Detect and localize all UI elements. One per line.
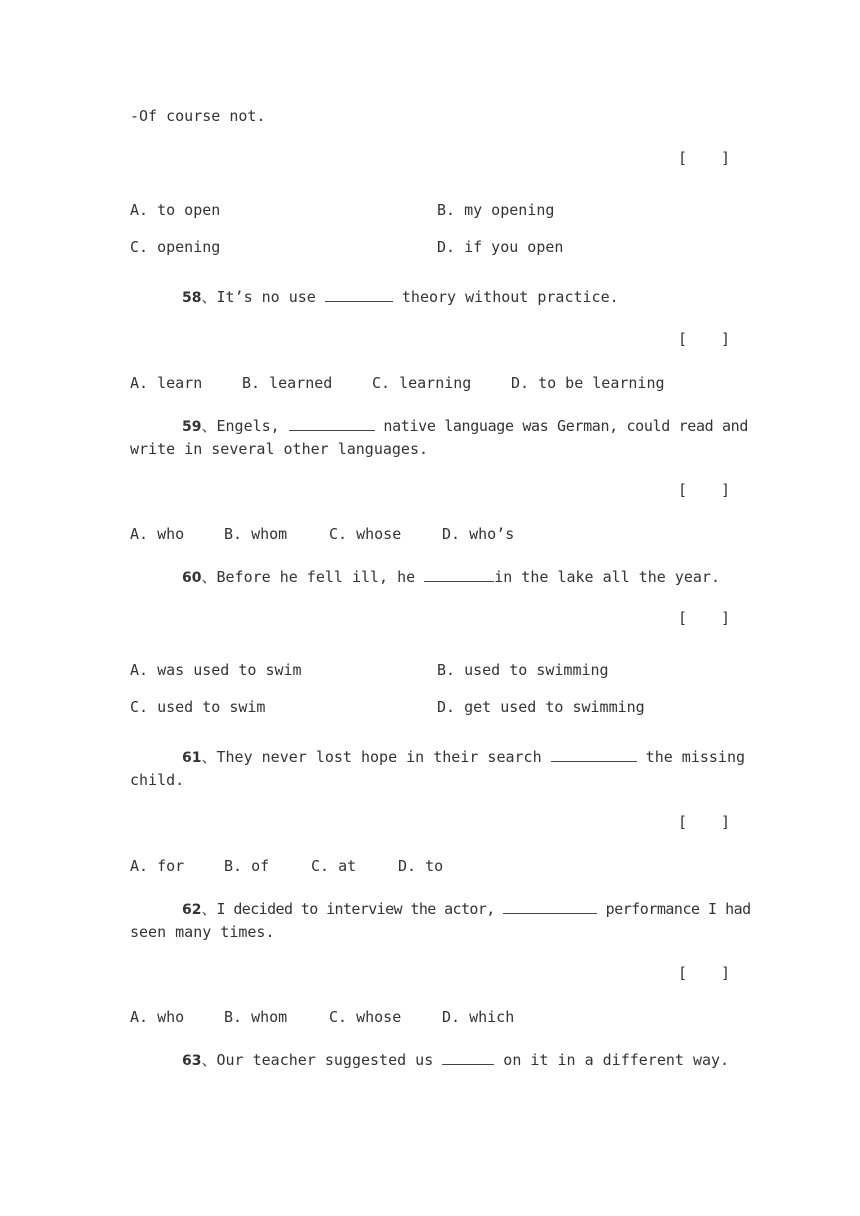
option-b: B. whom	[224, 525, 288, 543]
option-a: A. learn	[130, 374, 203, 392]
answer-blank[interactable]	[551, 747, 637, 762]
question-58	[182, 287, 619, 308]
option-d: D. who’s	[442, 525, 515, 543]
question-number: 63	[182, 1053, 202, 1069]
bracket-close: ]	[720, 481, 730, 499]
answer-bracket	[678, 608, 730, 628]
question-separator: 、	[201, 1051, 217, 1069]
question-number: 61	[182, 750, 202, 766]
question-62-line2: seen many times.	[130, 923, 275, 941]
question-59	[182, 416, 748, 437]
question-separator: 、	[201, 568, 217, 586]
question-text-pre: Before he fell ill, he	[216, 568, 425, 586]
question-separator: 、	[201, 288, 217, 306]
answer-blank[interactable]	[289, 416, 375, 431]
option-d: D. get used to swimming	[437, 698, 645, 716]
question-61	[182, 747, 745, 768]
bracket-open: [	[678, 481, 688, 499]
option-b: B. my opening	[437, 201, 555, 219]
question-60	[182, 567, 720, 588]
answer-blank[interactable]	[442, 1050, 494, 1065]
option-d: D. to	[398, 857, 444, 875]
option-c: C. opening	[130, 238, 221, 256]
option-b: B. whom	[224, 1008, 288, 1026]
answer-bracket	[678, 329, 730, 349]
option-a: A. for	[130, 857, 185, 875]
bracket-close: ]	[720, 330, 730, 348]
answer-bracket	[678, 812, 730, 832]
bracket-open: [	[678, 964, 688, 982]
option-b: B. used to swimming	[437, 661, 609, 679]
bracket-open: [	[678, 330, 688, 348]
question-63	[182, 1050, 729, 1071]
question-text-pre: It’s no use	[216, 288, 325, 306]
option-c: C. whose	[329, 1008, 402, 1026]
option-a: A. was used to swim	[130, 661, 302, 679]
question-62	[182, 899, 751, 920]
bracket-open: [	[678, 813, 688, 831]
prev-answer-line: -Of course not.	[130, 107, 266, 125]
option-c: C. at	[311, 857, 357, 875]
answer-bracket	[678, 148, 730, 168]
answer-blank[interactable]	[503, 899, 597, 914]
bracket-close: ]	[720, 964, 730, 982]
question-text-pre: I decided to interview the actor,	[216, 900, 504, 918]
question-number: 59	[182, 419, 202, 435]
question-61-line2: child.	[130, 771, 185, 789]
bracket-open: [	[678, 149, 688, 167]
option-c: C. used to swim	[130, 698, 266, 716]
option-b: B. learned	[242, 374, 333, 392]
question-number: 58	[182, 290, 202, 306]
question-number: 62	[182, 902, 202, 918]
question-text-pre: They never lost hope in their search	[216, 748, 551, 766]
question-separator: 、	[201, 417, 217, 435]
option-a: A. who	[130, 1008, 185, 1026]
question-text-post: native language was German, could read and	[374, 417, 749, 435]
option-a: A. to open	[130, 201, 221, 219]
bracket-close: ]	[720, 149, 730, 167]
option-a: A. who	[130, 525, 185, 543]
bracket-close: ]	[720, 609, 730, 627]
question-separator: 、	[201, 900, 217, 918]
question-text-pre: Our teacher suggested us	[216, 1051, 443, 1069]
question-text-post: performance I had	[597, 900, 751, 918]
option-d: D. which	[442, 1008, 515, 1026]
question-text-post: the missing	[636, 748, 746, 766]
option-d: D. to be learning	[511, 374, 665, 392]
option-d: D. if you open	[437, 238, 564, 256]
question-number: 60	[182, 570, 202, 586]
bracket-close: ]	[720, 813, 730, 831]
option-c: C. whose	[329, 525, 402, 543]
question-separator: 、	[201, 748, 217, 766]
answer-blank[interactable]	[325, 287, 393, 302]
question-59-line2: write in several other languages.	[130, 440, 429, 458]
answer-blank[interactable]	[424, 567, 494, 582]
question-text-post: in the lake all the year.	[494, 568, 720, 586]
option-c: C. learning	[372, 374, 472, 392]
question-text-post: theory without practice.	[392, 288, 619, 306]
answer-bracket	[678, 963, 730, 983]
question-text-post: on it in a different way.	[494, 1051, 730, 1069]
bracket-open: [	[678, 609, 688, 627]
option-b: B. of	[224, 857, 270, 875]
answer-bracket	[678, 480, 730, 500]
question-text-pre: Engels,	[216, 417, 289, 435]
